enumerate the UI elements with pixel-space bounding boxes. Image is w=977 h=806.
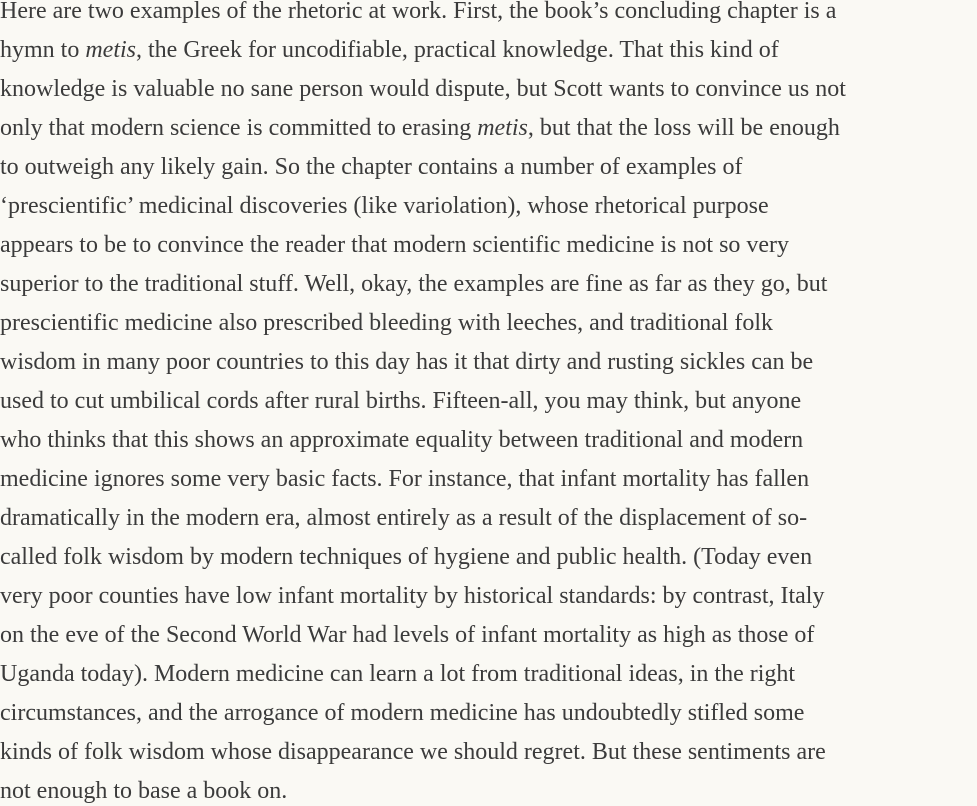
text-line-13: medicine ignores some very basic facts. For instance, that infant mortality has fallen xyxy=(0,466,810,492)
text-line-6: ‘prescientific’ medicinal discoveries (like variolation), whose rhetorical purpose xyxy=(0,193,769,219)
text-line-4-rest: , but that the loss will be enough xyxy=(527,115,840,141)
text-line-2-prefix: hymn to xyxy=(0,37,86,63)
text-line-1: Here are two examples of the rhetoric at work. First, the book’s concluding chapter is a xyxy=(0,0,837,24)
text-line-2 xyxy=(0,35,779,65)
text-line-3: knowledge is valuable no sane person would dispute, but Scott wants to convince us not xyxy=(0,76,846,102)
italic-term-metis: metis xyxy=(85,37,137,63)
text-line-11: used to cut umbilical cords after rural births. Fifteen-all, you may think, but anyone xyxy=(0,388,802,414)
text-line-16: very poor counties have low infant mortality by historical standards: by contrast, Italy xyxy=(0,583,825,609)
text-line-8: superior to the traditional stuff. Well, okay, the examples are fine as far as they go, but xyxy=(0,271,828,297)
text-line-18: Uganda today). Modern medicine can learn a lot from traditional ideas, in the right xyxy=(0,661,796,687)
text-line-15: called folk wisdom by modern techniques of hygiene and public health. (Today even xyxy=(0,544,813,570)
text-line-17: on the eve of the Second World War had levels of infant mortality as high as those of xyxy=(0,622,815,648)
text-line-4-prefix: only that modern science is committed to erasing xyxy=(0,115,478,141)
italic-term-metis: metis xyxy=(477,115,528,141)
text-line-10: wisdom in many poor countries to this day has it that dirty and rusting sickles can be xyxy=(0,349,814,375)
text-line-21: not enough to base a book on. xyxy=(0,778,288,804)
text-line-2-rest: , the Greek for uncodifiable, practical knowledge. That this kind of xyxy=(136,37,779,63)
text-line-5: to outweigh any likely gain. So the chapter contains a number of examples of xyxy=(0,154,743,180)
text-line-4 xyxy=(0,113,840,143)
text-line-19: circumstances, and the arrogance of modern medicine has undoubtedly stifled some xyxy=(0,700,805,726)
text-line-14: dramatically in the modern era, almost entirely as a result of the displacement of so- xyxy=(0,505,808,531)
text-line-7: appears to be to convince the reader that modern scientific medicine is not so very xyxy=(0,232,790,258)
text-line-20: kinds of folk wisdom whose disappearance we should regret. But these sentiments are xyxy=(0,739,826,765)
text-line-9: prescientific medicine also prescribed bleeding with leeches, and traditional folk xyxy=(0,310,774,336)
text-line-12: who thinks that this shows an approximate equality between traditional and modern xyxy=(0,427,804,453)
